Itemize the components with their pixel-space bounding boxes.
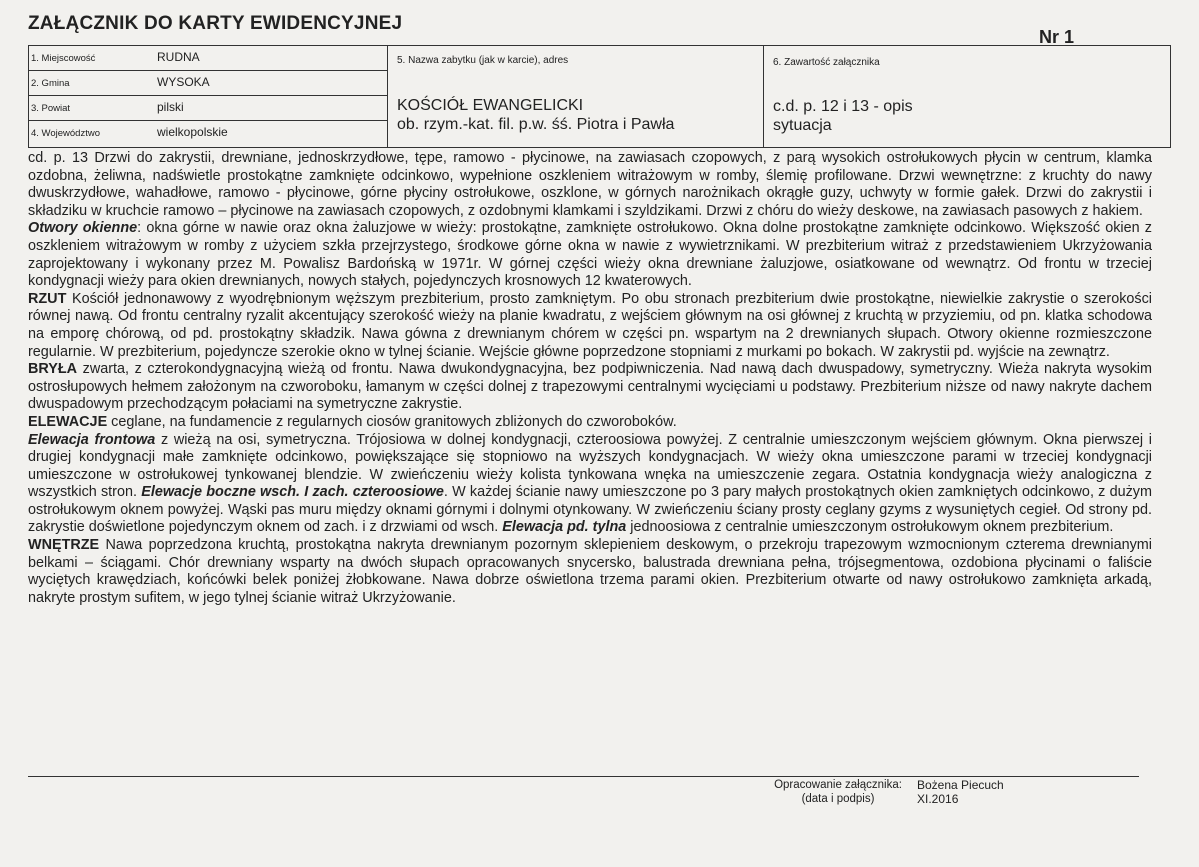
- paragraph-mass: BRYŁA zwarta, z czterokondygnacyjną wieżą od frontu. Nawa dwukondygnacyjna, bez podpiwniczenia. Nad nawą dach dwuspadowy, symetryczny. Wieża nakryta wysokim ostrosłupowych hełmem założonym na czworoboku, łamanym w części dolnej z trapezowymi centralnymi wycięciami u podstawy. Prezbiterium niższe od nawy nakryte dachem dwuspadowym przechodzącym połaciami na symetryczne zakrystie.: [28, 361, 1152, 413]
- contents-line-1: c.d. p. 12 i 13 - opis: [773, 98, 913, 115]
- location-label: 3. Powiat: [31, 103, 71, 114]
- date-label: (data i podpis): [801, 793, 875, 805]
- section-heading: Elewacja pd. tylna: [502, 519, 627, 536]
- location-column: [29, 46, 388, 147]
- signature-labels: [768, 778, 908, 806]
- location-label: 1. Miejscowość: [31, 53, 96, 64]
- location-value: WYSOKA: [157, 75, 210, 89]
- section-heading: RZUT: [28, 290, 67, 307]
- paragraph-front-elevation: Elewacja frontowa z wieżą na osi, symetryczna. Trójosiowa w dolnej kondygnacji, czteroosiowa powyżej. Z centralnie umieszczonym wejściem głównym. Okna pierwszej i drugiej kondygnacji małe zamknięte odcinkowo, powiększające się stopniowo na wyższych kondygnacjach. W wieży okna umieszczone parami w trzeciej kondygnacji umieszczone w ostrołukowej tynkowanej blendzie. W zwieńczeniu wieży kolista tynkowana wnęka na umieszczenie zegara. Ostatnia kondygnacja wieży analogiczna z wszystkich stron. Elewacje boczne wsch. I zach. czteroosiowe. W każdej ścianie nawy umieszczone po 3 pary małych prostokątnych okien zamkniętych odcinkowo, z dużym ostrołukowym oknem powyżej. Wąski pas muru między oknami górnymi i dolnymi otynkowany. W zwieńczeniu ściany prosty ceglany gzyms z wysuniętych cegieł. Od strony pd. zakrystie doświetlone pojedynczym oknem od zach. i z drzwiami od wsch. Elewacja pd. tylna jednoosiowa z centralnie umieszczonym ostrołukowym oknem prezbiterium.: [28, 431, 1152, 536]
- location-row: [29, 71, 387, 96]
- location-value: wielkopolskie: [157, 125, 228, 139]
- paragraph-plan: RZUT Kościół jednonawowy z wyodrębnionym węższym prezbiterium, prosto zamkniętym. Po obu stronach prezbiterium dwie prostokątne, niewielkie zakrystie o szerokości równej nawą. Od frontu centralny ryzalit akcentujący szerokość wieży na planie kwadratu, z wejściem głównym na osi głównej z kruchtą w przyziemiu, od pn. klatka schodowa na emporę chórową, od pd. prostokątny składzik. Nawa gówna z drewnianym chórem w części pn. wspartym na 2 drewnianych słupach. Otwory okienne rozmieszczone regularnie. W prezbiterium, pojedyncze szerokie okno w tylnej ścianie. Wejście główne poprzedzone stopniami z murkami po bokach. W zakrystii pd. wyjście na zewnątrz.: [28, 290, 1152, 360]
- contents-column: [764, 46, 1170, 147]
- prepared-date: XI.2016: [917, 792, 959, 806]
- paragraph-doors: cd. p. 13 Drzwi do zakrystii, drewniane, jednoskrzydłowe, tępe, ramowo - płycinowe, na zawiasach czopowych, z parą wysokich ostrołukowych płycin w centrum, klamka ozdobna, żeliwna, nadświetle prostokątne zamknięte odcinkowo, wypełnione oszkleniem witrażowym w romby, ślemię profilowane. Drzwi wewnętrzne: z kruchty do nawy dwuskrzydłowe, wahadłowe, ramowo - płycinowe, górne płyciny ostrołukowe, oszklone, w górnych narożnikach okrągłe guzy, uchwyty w formie gałek. Drzwi do zakrystii i składziku w kruchcie ramowo – płycinowe na zawiasach czopowych, z ozdobnymi klamkami i szyldzikami. Drzwi z chóru do wieży deskowe, na zawiasach pasowych z hakiem.: [28, 150, 1152, 219]
- monument-address: ob. rzym.-kat. fil. p.w. śś. Piotra i Pawła: [397, 116, 675, 133]
- contents-label: 6. Zawartość załącznika: [773, 57, 880, 68]
- description-body: [28, 150, 1152, 607]
- location-row: [29, 46, 387, 71]
- signature-values: [917, 778, 1004, 806]
- monument-label: 5. Nazwa zabytku (jak w karcie), adres: [397, 55, 569, 66]
- section-heading: WNĘTRZE: [28, 537, 100, 554]
- section-heading: Elewacja frontowa: [28, 431, 156, 448]
- bottom-rule: [28, 776, 1139, 777]
- paragraph-windows: Otwory okienne: okna górne w nawie oraz okna żaluzjowe w wieży: prostokątne, zamknięte ostrołukowo. Okna dolne prostokątne zamknięte odcinkowo. Większość okien z oszkleniem witrażowym w romby z użyciem szkła przejrzystego, środkowe górne okna w nawie z wywietrznikami. W prezbiterium witraż z przedstawieniem Ukrzyżowania zaprojektowany i wykonany przez M. Powalisz Bardońską w 1971r. W górnej części wieży okna drewniane żaluzjowe, osiatkowane od wewnątrz. Od frontu w trzeciej kondygnacji wieży para okien drewnianych, nowych stałych, pojedynczych krosnowych 12 kwaterowych.: [28, 220, 1152, 290]
- paragraph-interior: WNĘTRZE Nawa poprzedzona kruchtą, prostokątna nakryta drewnianym pozornym sklepieniem deskowym, o przekroju trapezowym wzmocnionym czterema drewnianymi belkami – ściągami. Chór drewniany wsparty na dwóch słupach opracowanych snycersko, balustrada drewniana pełna, trójsegmentowa, ozdobiona płycinami o faliście wyciętych krawędziach, końcówki belek poniżej żłobkowane. Nawa dobrze oświetlona trzema parami okien. Prezbiterium otwarte od nawy ostrołukowo zamknięta arkadą, nakryte prostym sufitem, w jego tylnej ścianie witraż Ukrzyżowanie.: [28, 537, 1152, 606]
- location-label: 4. Województwo: [31, 128, 100, 139]
- location-value: RUDNA: [157, 50, 200, 64]
- section-heading: Otwory okienne: [28, 220, 138, 237]
- paragraph-elevations: ELEWACJE ceglane, na fundamencie z regularnych ciosów granitowych zbliżonych do czworoboków.: [28, 413, 677, 430]
- author-name: Bożena Piecuch: [917, 778, 1004, 792]
- monument-column: [388, 46, 764, 147]
- location-value: pilski: [157, 100, 184, 114]
- location-label: 2. Gmina: [31, 78, 70, 89]
- section-heading: BRYŁA: [28, 361, 78, 378]
- document-title: ZAŁĄCZNIK DO KARTY EWIDENCYJNEJ: [28, 13, 403, 34]
- location-row: [29, 121, 387, 146]
- document-number: Nr 1: [1039, 27, 1075, 47]
- monument-name: KOŚCIÓŁ EWANGELICKI: [397, 97, 584, 114]
- prepared-label: Opracowanie załącznika:: [774, 779, 902, 791]
- header-table: [28, 45, 1171, 148]
- location-row: [29, 96, 387, 121]
- section-heading: ELEWACJE: [28, 413, 108, 430]
- contents-line-2: sytuacja: [773, 117, 832, 134]
- section-heading: Elewacje boczne wsch. I zach. czteroosiowe: [141, 484, 444, 501]
